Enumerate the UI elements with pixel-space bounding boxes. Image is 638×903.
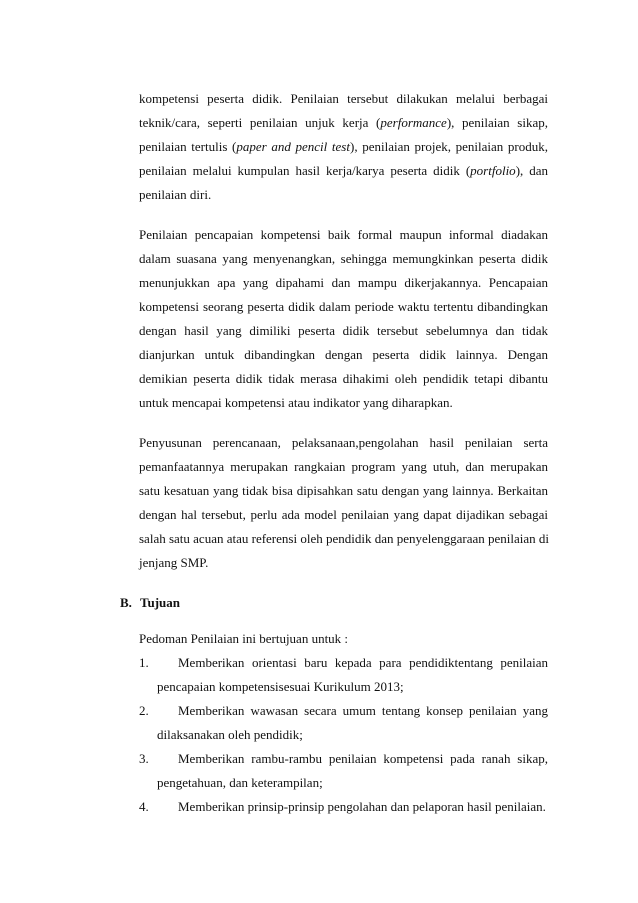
term-portfolio: portfolio <box>470 163 516 178</box>
text: ), penilaian sikap, <box>446 115 548 130</box>
list-item-text: Memberikan wawasan secara umum tentang konsep penilaian yang <box>178 703 548 718</box>
term-performance: performance <box>380 115 447 130</box>
text: penilaian melalui kumpulan hasil kerja/karya peserta didik ( <box>139 163 471 178</box>
term-paper-and-pencil-test: paper and pencil test <box>236 139 350 154</box>
paragraph-line: kompetensi seorang peserta didik dalam periode waktu tertentu dibandingkan <box>139 299 548 314</box>
section-letter: B. <box>120 595 132 610</box>
list-number: 3. <box>139 751 149 766</box>
paragraph-line: salah satu acuan atau referensi oleh pendidik dan penyelenggaraan penilaian di <box>139 531 550 546</box>
text: penilaian tertulis ( <box>139 139 237 154</box>
section-intro: Pedoman Penilaian ini bertujuan untuk : <box>139 631 349 646</box>
paragraph-line: jenjang SMP. <box>139 555 209 570</box>
paragraph-line: Penilaian pencapaian kompetensi baik formal maupun informal diadakan <box>139 227 548 242</box>
text: ), penilaian projek, penilaian produk, <box>349 139 548 154</box>
list-number: 2. <box>139 703 149 718</box>
list-number: 4. <box>139 799 149 814</box>
list-item-continuation: dilaksanakan oleh pendidik; <box>157 727 303 742</box>
paragraph-line: menunjukkan apa yang dipahami dan mampu dikerjakannya. Pencapaian <box>139 275 548 290</box>
text: teknik/cara, seperti penilaian unjuk kerja ( <box>139 115 381 130</box>
list-item-continuation: pengetahuan, dan keterampilan; <box>157 775 323 790</box>
paragraph-line <box>139 112 548 134</box>
text: ), dan <box>515 163 548 178</box>
paragraph-line: dengan hal tersebut, perlu ada model penilaian yang dapat dijadikan sebagai <box>139 507 548 522</box>
section-title: Tujuan <box>140 595 180 610</box>
list-number: 1. <box>139 655 149 670</box>
paragraph-line: demikian peserta didik tidak merasa dihakimi oleh pendidik tetapi dibantu <box>139 371 548 386</box>
list-item-text: Memberikan orientasi baru kepada para pendidiktentang penilaian <box>178 655 548 670</box>
paragraph-line: Penyusunan perencanaan, pelaksanaan,pengolahan hasil penilaian serta <box>139 435 548 450</box>
section-heading <box>120 592 180 614</box>
paragraph-line <box>139 160 548 182</box>
paragraph-line: pemanfaatannya merupakan rangkaian program yang utuh, dan merupakan <box>139 459 548 474</box>
paragraph-line: dianjurkan untuk dibandingkan dengan peserta didik lainnya. Dengan <box>139 347 548 362</box>
paragraph-line: kompetensi peserta didik. Penilaian tersebut dilakukan melalui berbagai <box>139 91 548 106</box>
paragraph-line: untuk mencapai kompetensi atau indikator yang diharapkan. <box>139 395 453 410</box>
paragraph-line <box>139 136 548 158</box>
list-item-text: Memberikan rambu-rambu penilaian kompetensi pada ranah sikap, <box>178 751 548 766</box>
paragraph-line: dengan hasil yang dimiliki peserta didik tersebut sebelumnya dan tidak <box>139 323 548 338</box>
list-item-continuation: pencapaian kompetensisesuai Kurikulum 2013; <box>157 679 404 694</box>
paragraph-line: dalam suasana yang menyenangkan, sehingga memungkinkan peserta didik <box>139 251 548 266</box>
list-item-text: Memberikan prinsip-prinsip pengolahan dan pelaporan hasil penilaian. <box>178 799 546 814</box>
paragraph-line: satu kesatuan yang tidak bisa dipisahkan satu dengan yang lainnya. Berkaitan <box>139 483 548 498</box>
paragraph-line: penilaian diri. <box>139 187 212 202</box>
